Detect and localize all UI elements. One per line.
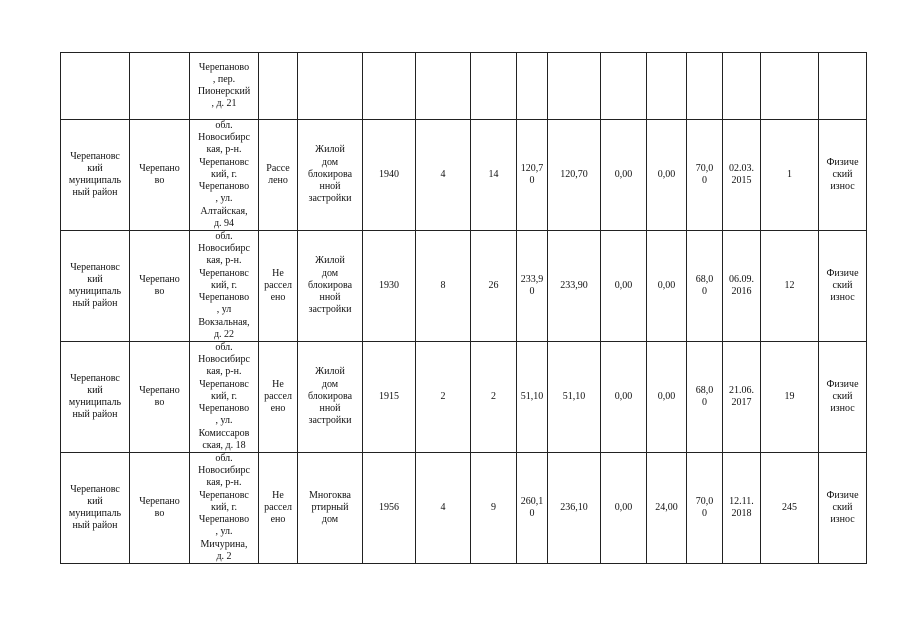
table-row [61, 53, 867, 120]
value-cell [471, 53, 517, 120]
date-cell: 12.11. 2018 [723, 453, 761, 564]
status-cell: Не рассел ено [259, 342, 298, 453]
district-cell [61, 53, 130, 120]
value-cell: 26 [471, 231, 517, 342]
value-cell: 14 [471, 120, 517, 231]
value-cell: 0,00 [601, 342, 647, 453]
value-cell: 0,00 [647, 342, 687, 453]
year-cell: 1956 [363, 453, 416, 564]
date-cell [723, 53, 761, 120]
type-cell: Жилой дом блокирова нной застройки [298, 120, 363, 231]
value-cell [761, 53, 819, 120]
locality-cell: Черепано во [130, 342, 190, 453]
year-cell: 1940 [363, 120, 416, 231]
housing-table [60, 52, 867, 564]
table-row [61, 120, 867, 231]
value-cell: 0,00 [601, 120, 647, 231]
locality-cell: Черепано во [130, 231, 190, 342]
address-cell: обл. Новосибирс кая, р-н. Черепановс кий, г. Черепаново , ул. Комиссаров ская, д. 18 [190, 342, 259, 453]
value-cell: 233,90 [548, 231, 601, 342]
date-cell: 21.06. 2017 [723, 342, 761, 453]
address-cell: обл. Новосибирс кая, р-н. Черепановс кий, г. Черепаново , ул. Мичурина, д. 2 [190, 453, 259, 564]
value-cell: 0,00 [647, 120, 687, 231]
status-cell: Рассе лено [259, 120, 298, 231]
type-cell: Многоква ртирный дом [298, 453, 363, 564]
value-cell: 4 [416, 120, 471, 231]
date-cell: 02.03. 2015 [723, 120, 761, 231]
value-cell: 51,10 [517, 342, 548, 453]
status-cell: Не рассел ено [259, 453, 298, 564]
value-cell [687, 53, 723, 120]
value-cell: 120,70 [548, 120, 601, 231]
value-cell [548, 53, 601, 120]
value-cell: 68,0 0 [687, 231, 723, 342]
type-cell: Жилой дом блокирова нной застройки [298, 231, 363, 342]
value-cell: 4 [416, 453, 471, 564]
value-cell: 19 [761, 342, 819, 453]
year-cell: 1930 [363, 231, 416, 342]
value-cell: 233,9 0 [517, 231, 548, 342]
value-cell: 51,10 [548, 342, 601, 453]
value-cell: 245 [761, 453, 819, 564]
district-cell: Черепановс кий муниципаль ный район [61, 120, 130, 231]
value-cell [416, 53, 471, 120]
reason-cell: Физиче ский износ [819, 120, 867, 231]
value-cell: 236,10 [548, 453, 601, 564]
value-cell: 120,7 0 [517, 120, 548, 231]
table-row [61, 231, 867, 342]
value-cell: 2 [471, 342, 517, 453]
value-cell: 0,00 [601, 453, 647, 564]
reason-cell: Физиче ский износ [819, 342, 867, 453]
locality-cell: Черепано во [130, 120, 190, 231]
reason-cell [819, 53, 867, 120]
value-cell: 0,00 [647, 231, 687, 342]
value-cell: 260,1 0 [517, 453, 548, 564]
date-cell: 06.09. 2016 [723, 231, 761, 342]
value-cell: 8 [416, 231, 471, 342]
address-cell: обл. Новосибирс кая, р-н. Черепановс кий, г. Черепаново , ул. Алтайская, д. 94 [190, 120, 259, 231]
value-cell [601, 53, 647, 120]
value-cell: 12 [761, 231, 819, 342]
district-cell: Черепановс кий муниципаль ный район [61, 453, 130, 564]
value-cell: 68,0 0 [687, 342, 723, 453]
value-cell: 70,0 0 [687, 453, 723, 564]
address-cell: обл. Новосибирс кая, р-н. Черепановс кий, г. Черепаново , ул Вокзальная, д. 22 [190, 231, 259, 342]
table-row [61, 453, 867, 564]
table-row [61, 342, 867, 453]
type-cell [298, 53, 363, 120]
status-cell [259, 53, 298, 120]
reason-cell: Физиче ский износ [819, 231, 867, 342]
year-cell [363, 53, 416, 120]
value-cell: 9 [471, 453, 517, 564]
district-cell: Черепановс кий муниципаль ный район [61, 342, 130, 453]
locality-cell [130, 53, 190, 120]
value-cell: 2 [416, 342, 471, 453]
locality-cell: Черепано во [130, 453, 190, 564]
district-cell: Черепановс кий муниципаль ный район [61, 231, 130, 342]
value-cell: 24,00 [647, 453, 687, 564]
address-cell: Черепаново , пер. Пионерский , д. 21 [190, 53, 259, 120]
value-cell: 0,00 [601, 231, 647, 342]
year-cell: 1915 [363, 342, 416, 453]
value-cell: 1 [761, 120, 819, 231]
status-cell: Не рассел ено [259, 231, 298, 342]
value-cell: 70,0 0 [687, 120, 723, 231]
type-cell: Жилой дом блокирова нной застройки [298, 342, 363, 453]
value-cell [517, 53, 548, 120]
value-cell [647, 53, 687, 120]
reason-cell: Физиче ский износ [819, 453, 867, 564]
